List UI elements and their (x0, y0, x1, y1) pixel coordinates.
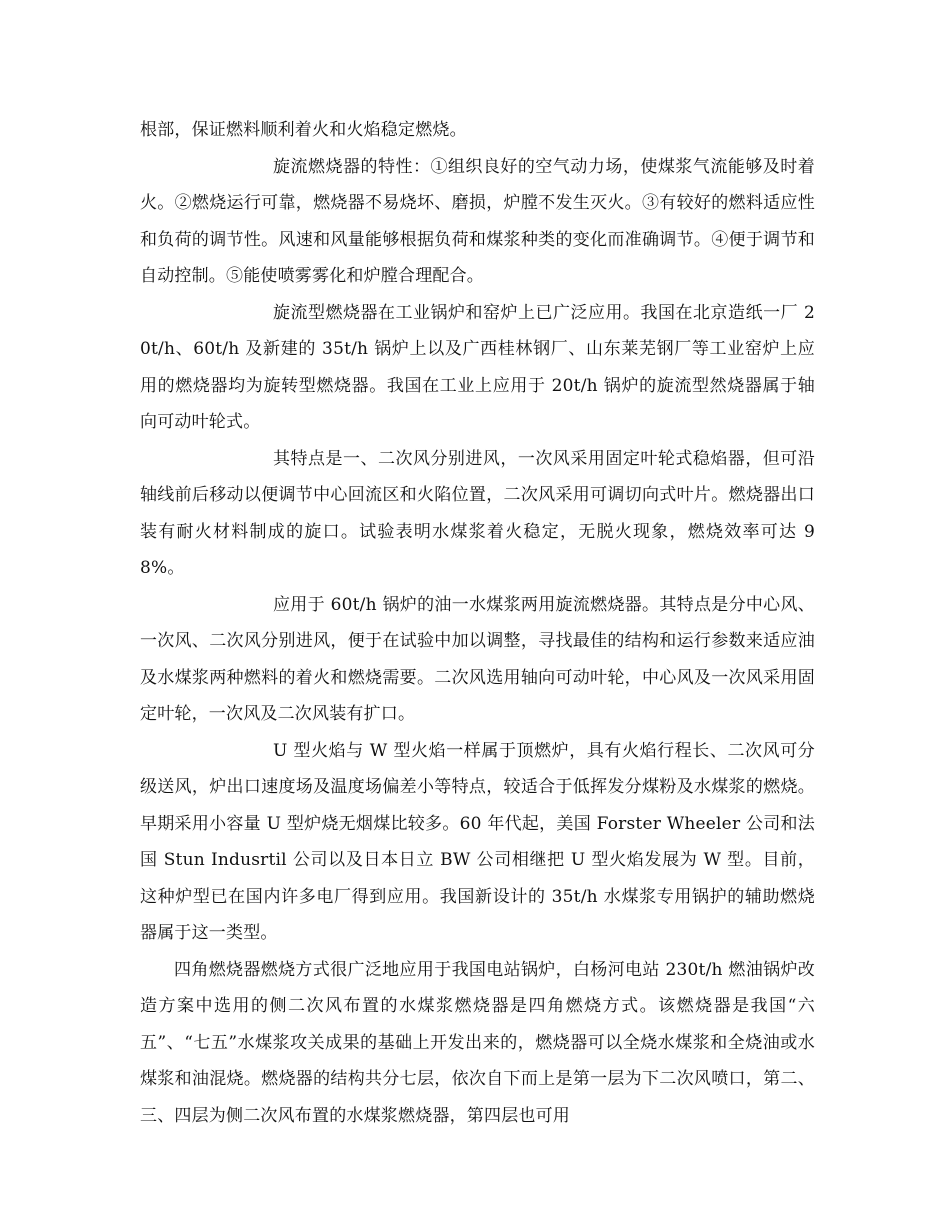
document-body (140, 112, 815, 1134)
paragraph-1: 根部，保证燃料顺利着火和火焰稳定燃烧。 (140, 120, 467, 140)
paragraph-3: 旋流型燃烧器在工业锅炉和窑炉上已广泛应用。我国在北京造纸一厂 20t/h、60t/h 及新建的 35t/h 锅炉上以及广西桂林钢厂、山东莱芜钢厂等工业窑炉上应用的燃烧器均为旋转型燃烧器。我国在工业上应用于 20t/h 锅炉的旋流型然烧器属于轴向可动叶轮式。 (140, 302, 815, 432)
paragraph-7: 四角燃烧器燃烧方式很广泛地应用于我国电站锅炉，白杨河电站 230t/h 燃油锅炉改造方案中选用的侧二次风布置的水煤浆燃烧器是四角燃烧方式。该燃烧器是我国“六五”、“七五”水煤浆攻关成果的基础上开发出来的，燃烧器可以全烧水煤浆和全烧油或水煤浆和油混烧。燃烧器的结构共分七层，依次自下而上是第一层为下二次风喷口，第二、三、四层为侧二次风布置的水煤浆燃烧器，第四层也可用 (140, 959, 815, 1126)
paragraph-4: 其特点是一、二次风分别进风，一次风采用固定叶轮式稳焰器，但可沿轴线前后移动以便调节中心回流区和火陷位置，二次风采用可调切向式叶片。燃烧器出口装有耐火材料制成的旋口。试验表明水煤浆着火稳定，无脱火现象，燃烧效率可达 98%。 (140, 448, 815, 578)
paragraph-2: 旋流燃烧器的特性：①组织良好的空气动力场，使煤浆气流能够及时着火。②燃烧运行可靠，燃烧器不易烧坏、磨损，炉膛不发生灭火。③有较好的燃料适应性和负荷的调节性。风速和风量能够根据负荷和煤浆种类的变化而准确调节。④便于调节和自动控制。⑤能使喷雾雾化和炉膛合理配合。 (140, 156, 815, 286)
paragraph-6: U 型火焰与 W 型火焰一样属于顶燃炉，具有火焰行程长、二次风可分级送风，炉出口速度场及温度场偏差小等特点，较适合于低挥发分煤粉及水煤浆的燃烧。早期采用小容量 U 型炉烧无烟煤比较多。60 年代起，美国 Forster Wheeler 公司和法国 Stun Indusrtil 公司以及日本日立 BW 公司相继把 U 型火焰发展为 W 型。目前，这种炉型已在国内许多电厂得到应用。我国新设计的 35t/h 水煤浆专用锅护的辅助燃烧器属于这一类型。 (140, 740, 815, 943)
paragraph-5: 应用于 60t/h 锅炉的油一水煤浆两用旋流燃烧器。其特点是分中心风、一次风、二次风分别进风，便于在试验中加以调整，寻找最佳的结构和运行参数来适应油及水煤浆两种燃料的着火和燃烧需要。二次风选用轴向可动叶轮，中心风及一次风采用固定叶轮，一次风及二次风装有扩口。 (140, 594, 815, 724)
